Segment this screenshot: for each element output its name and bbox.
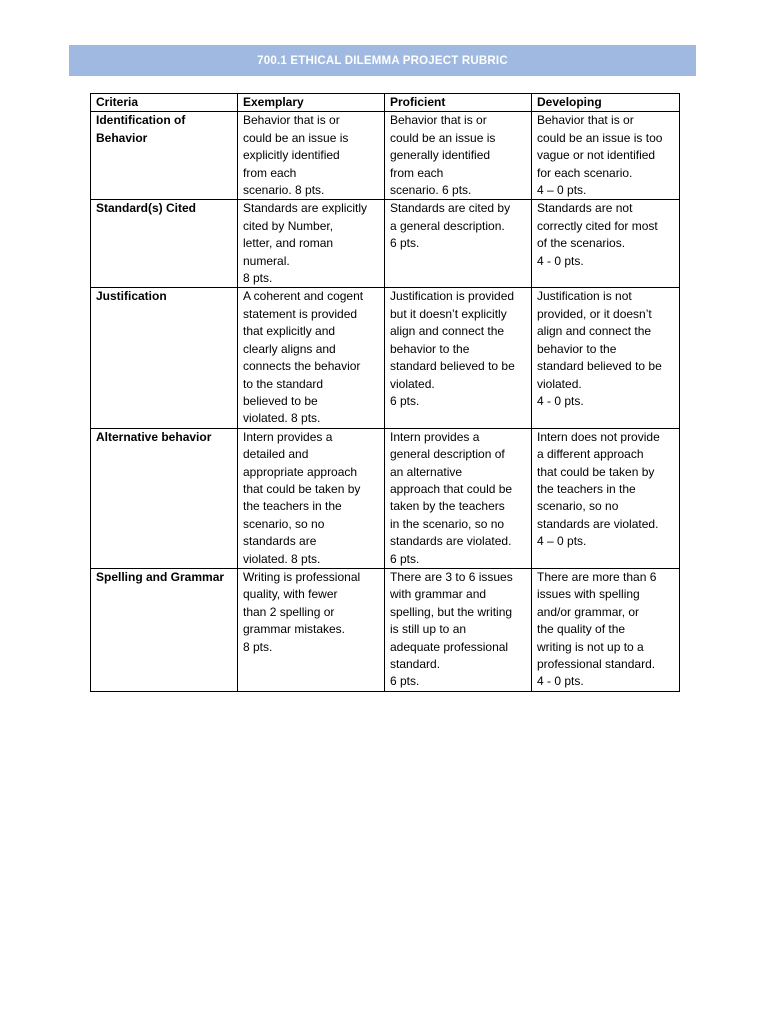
- table-row: [91, 112, 680, 200]
- exemplary-cell: [238, 428, 385, 568]
- table-row: [91, 200, 680, 288]
- exemplary-cell: [238, 112, 385, 200]
- criterion-label: Justification: [96, 289, 167, 304]
- criterion-label: Identification of Behavior: [96, 113, 186, 145]
- header-exemplary: Exemplary: [238, 94, 385, 112]
- exemplary-text: Behavior that is or could be an issue is explicitly identified from each scenario. 8 pts.: [243, 113, 349, 198]
- document-title: 700.1 ETHICAL DILEMMA PROJECT RUBRIC: [257, 54, 508, 67]
- criterion-label: Alternative behavior: [96, 429, 212, 444]
- exemplary-cell: [238, 568, 385, 691]
- exemplary-text: Intern provides a detailed and appropriate approach that could be taken by the teachers in the scenario, so no standards are violated. 8 pts.: [243, 429, 361, 566]
- proficient-text: Justification is provided but it doesn’t explicitly align and connect the behavior to the standard believed to be violated. 6 pts.: [390, 289, 515, 408]
- proficient-text: Behavior that is or could be an issue is generally identified from each scenario. 6 pts.: [390, 113, 496, 198]
- header-developing: Developing: [532, 94, 680, 112]
- developing-text: There are more than 6 issues with spelling and/or grammar, or the quality of the writing is not up to a professional standard. 4 - 0 pts.: [537, 569, 657, 689]
- developing-text: Justification is not provided, or it doesn’t align and connect the behavior to the standard believed to be violated. 4 - 0 pts.: [537, 289, 662, 408]
- developing-cell: [532, 428, 680, 568]
- table-row: [91, 568, 680, 691]
- proficient-text: Standards are cited by a general description. 6 pts.: [390, 201, 511, 251]
- header-criteria: Criteria: [91, 94, 238, 112]
- criterion-cell: [91, 568, 238, 691]
- table-row: [91, 428, 680, 568]
- developing-cell: [532, 288, 680, 428]
- criterion-label: Spelling and Grammar: [96, 569, 225, 584]
- developing-cell: [532, 112, 680, 200]
- developing-text: Standards are not correctly cited for most of the scenarios. 4 - 0 pts.: [537, 201, 658, 268]
- title-bar: [69, 45, 696, 76]
- exemplary-text: A coherent and cogent statement is provided that explicitly and clearly aligns and connects the behavior to the standard believed to be violated. 8 pts.: [243, 289, 364, 426]
- rubric-table: [90, 93, 680, 692]
- criterion-label: Standard(s) Cited: [96, 201, 197, 216]
- exemplary-text: Standards are explicitly cited by Number, letter, and roman numeral. 8 pts.: [243, 201, 368, 286]
- criterion-cell: [91, 428, 238, 568]
- criterion-cell: [91, 112, 238, 200]
- developing-cell: [532, 568, 680, 691]
- proficient-cell: [385, 112, 532, 200]
- exemplary-cell: [238, 288, 385, 428]
- table-row: [91, 288, 680, 428]
- header-row: [91, 94, 680, 112]
- proficient-text: Intern provides a general description of an alternative approach that could be taken by the teachers in the scenario, so no standards are violated. 6 pts.: [390, 429, 513, 566]
- proficient-cell: [385, 428, 532, 568]
- criterion-cell: [91, 288, 238, 428]
- proficient-text: There are 3 to 6 issues with grammar and spelling, but the writing is still up to an adequate professional standard. 6 pts.: [390, 569, 513, 689]
- proficient-cell: [385, 288, 532, 428]
- proficient-cell: [385, 200, 532, 288]
- criterion-cell: [91, 200, 238, 288]
- developing-text: Behavior that is or could be an issue is too vague or not identified for each scenario. 4 – 0 pts.: [537, 113, 663, 198]
- proficient-cell: [385, 568, 532, 691]
- header-proficient: Proficient: [385, 94, 532, 112]
- developing-text: Intern does not provide a different approach that could be taken by the teachers in the scenario, so no standards are violated. 4 – 0 pts.: [537, 429, 660, 549]
- exemplary-text: Writing is professional quality, with fewer than 2 spelling or grammar mistakes. 8 pts.: [243, 569, 361, 654]
- developing-cell: [532, 200, 680, 288]
- exemplary-cell: [238, 200, 385, 288]
